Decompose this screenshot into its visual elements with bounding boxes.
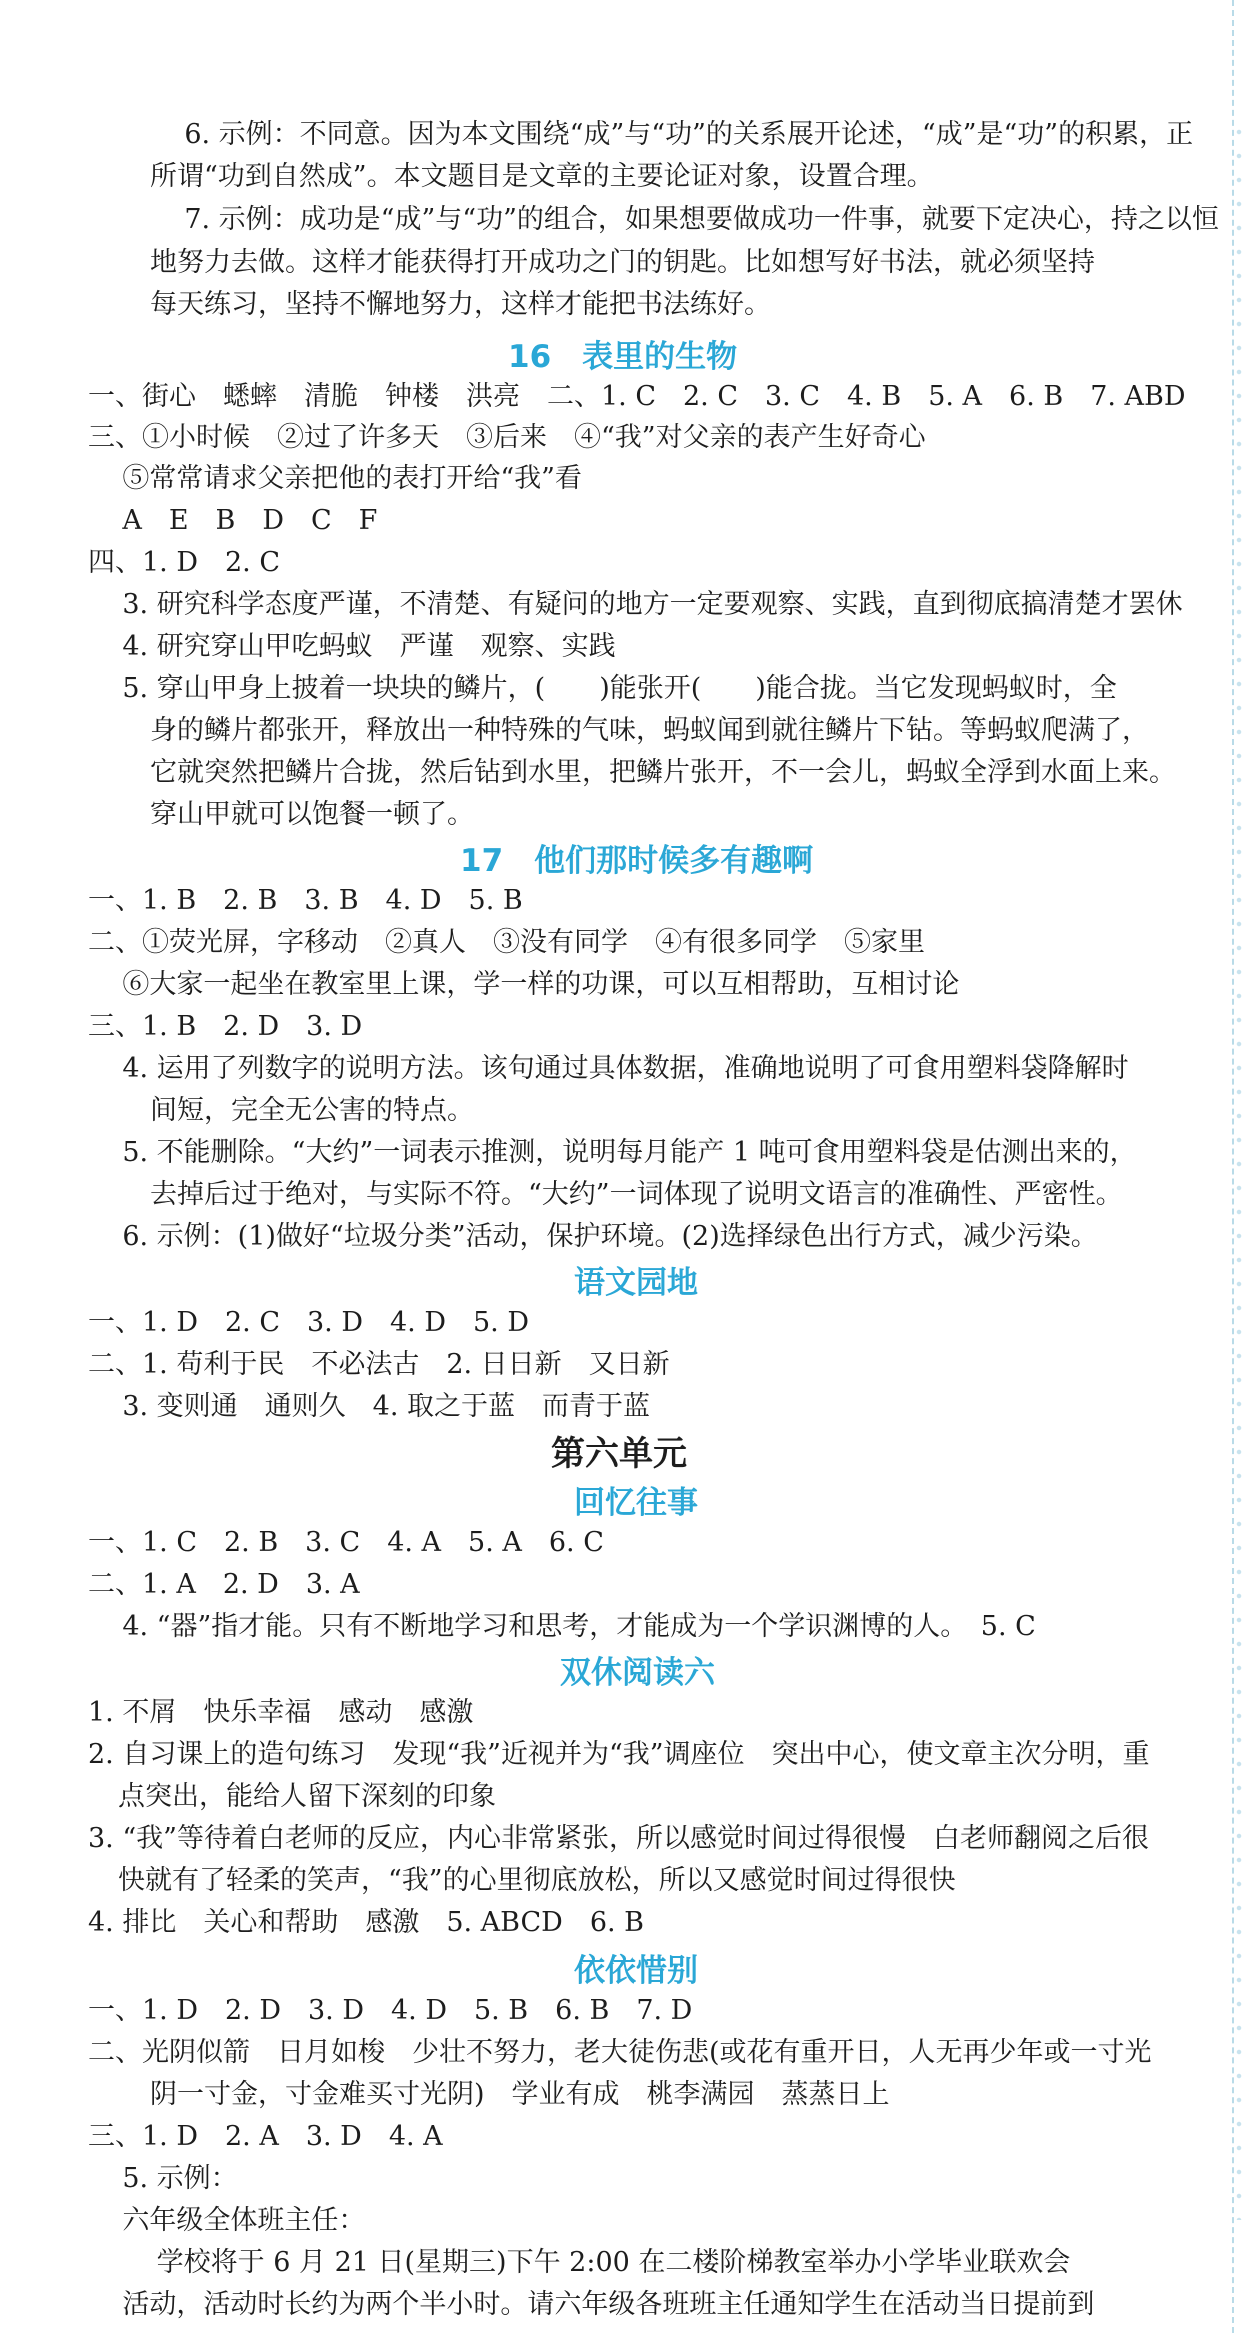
text-line: 一、街心 蟋蟀 清脆 钟楼 洪亮 二、1. C 2. C 3. C 4. B 5. A 6. B 7. ABD	[88, 381, 1186, 412]
section-heading: 依依惜别	[574, 1953, 698, 1989]
text-line: 去掉后过于绝对，与实际不符。“大约”一词体现了说明文语言的准确性、严密性。	[150, 1179, 1123, 1210]
text-line: 4. 研究穿山甲吃蚂蚁 严谨 观察、实践	[88, 631, 616, 662]
text-line: 4. 运用了列数字的说明方法。该句通过具体数据，准确地说明了可食用塑料袋降解时	[88, 1053, 1129, 1084]
text-line: A E B D C F	[88, 505, 378, 536]
text-line: 所谓“功到自然成”。本文题目是文章的主要论证对象，设置合理。	[150, 161, 934, 192]
text-line: 3. 研究科学态度严谨，不清楚、有疑问的地方一定要观察、实践，直到彻底搞清楚才罢休	[88, 589, 1183, 620]
section-heading: 双休阅读六	[560, 1655, 715, 1691]
text-line: 阴一寸金，寸金难买寸光阴) 学业有成 桃李满园 蒸蒸日上	[150, 2079, 890, 2110]
text-line: ⑥大家一起坐在教室里上课，学一样的功课，可以互相帮助，互相讨论	[88, 969, 960, 1000]
text-line: 5. 示例：	[88, 2163, 238, 2194]
text-line: 二、①荧光屏，字移动 ②真人 ③没有同学 ④有很多同学 ⑤家里	[88, 927, 925, 958]
text-line: 5. 不能删除。“大约”一词表示推测，说明每月能产 1 吨可食用塑料袋是估测出来的，	[88, 1137, 1137, 1168]
text-line: 一、1. D 2. C 3. D 4. D 5. D	[88, 1307, 529, 1338]
text-line: 5. 穿山甲身上披着一块块的鳞片，( )能张开( )能合拢。当它发现蚂蚁时，全	[88, 673, 1117, 704]
section-heading: 语文园地	[574, 1265, 698, 1301]
text-line: 三、1. B 2. D 3. D	[88, 1011, 363, 1042]
text-line: 活动，活动时长约为两个半小时。请六年级各班班主任通知学生在活动当日提前到	[88, 2289, 1095, 2320]
text-line: 一、1. D 2. D 3. D 4. D 5. B 6. B 7. D	[88, 1995, 693, 2026]
text-line: 二、光阴似箭 日月如梭 少壮不努力，老大徒伤悲(或花有重开日，人无再少年或一寸光	[88, 2037, 1152, 2068]
text-line: 3. “我”等待着白老师的反应，内心非常紧张，所以感觉时间过得很慢 白老师翻阅之后很	[88, 1823, 1149, 1854]
section-heading: 16 表里的生物	[508, 339, 738, 375]
text-line: 每天练习，坚持不懈地努力，这样才能把书法练好。	[150, 289, 771, 320]
text-line: 四、1. D 2. C	[88, 547, 280, 578]
text-line: 1. 不屑 快乐幸福 感动 感激	[88, 1697, 474, 1728]
text-line: ⑤常常请求父亲把他的表打开给“我”看	[88, 463, 582, 494]
text-line: 4. “器”指才能。只有不断地学习和思考，才能成为一个学识渊博的人。 5. C	[88, 1611, 1036, 1642]
text-line: 它就突然把鳞片合拢，然后钻到水里，把鳞片张开，不一会儿，蚂蚁全浮到水面上来。	[150, 757, 1176, 788]
text-line: 二、1. 苟利于民 不必法古 2. 日日新 又日新	[88, 1349, 670, 1380]
page-edge-dots	[1236, 120, 1242, 2220]
text-line: 6. 示例：不同意。因为本文围绕“成”与“功”的关系展开论述，“成”是“功”的积累，正	[150, 119, 1194, 150]
page-edge-line	[1232, 0, 1234, 2333]
text-line: 一、1. C 2. B 3. C 4. A 5. A 6. C	[88, 1527, 604, 1558]
text-line: 一、1. B 2. B 3. B 4. D 5. B	[88, 885, 523, 916]
section-heading: 回忆往事	[574, 1485, 698, 1521]
text-line: 二、1. A 2. D 3. A	[88, 1569, 360, 1600]
text-line: 7. 示例：成功是“成”与“功”的组合，如果想要做成功一件事，就要下定决心，持之以恒	[150, 204, 1219, 235]
text-line: 6. 示例：(1)做好“垃圾分类”活动，保护环境。(2)选择绿色出行方式，减少污染。	[88, 1221, 1098, 1252]
text-line: 三、1. D 2. A 3. D 4. A	[88, 2121, 443, 2152]
text-line: 学校将于 6 月 21 日(星期三)下午 2:00 在二楼阶梯教室举办小学毕业联欢会	[88, 2247, 1071, 2278]
text-line: 地努力去做。这样才能获得打开成功之门的钥匙。比如想写好书法，就必须坚持	[150, 247, 1095, 278]
unit-title: 第六单元	[551, 1434, 687, 1474]
text-line: 穿山甲就可以饱餐一顿了。	[150, 799, 474, 830]
text-line: 身的鳞片都张开，释放出一种特殊的气味，蚂蚁闻到就往鳞片下钻。等蚂蚁爬满了，	[150, 715, 1149, 746]
text-line: 2. 自习课上的造句练习 发现“我”近视并为“我”调座位 突出中心，使文章主次分明，重	[88, 1739, 1150, 1770]
text-line: 点突出，能给人留下深刻的印象	[118, 1781, 496, 1812]
text-line: 快就有了轻柔的笑声，“我”的心里彻底放松，所以又感觉时间过得很快	[118, 1865, 956, 1896]
text-line: 三、①小时候 ②过了许多天 ③后来 ④“我”对父亲的表产生好奇心	[88, 422, 926, 453]
text-line: 六年级全体班主任：	[88, 2205, 366, 2236]
section-heading: 17 他们那时候多有趣啊	[460, 843, 814, 879]
text-line: 3. 变则通 通则久 4. 取之于蓝 而青于蓝	[88, 1391, 651, 1422]
text-line: 4. 排比 关心和帮助 感激 5. ABCD 6. B	[88, 1907, 645, 1938]
text-line: 间短，完全无公害的特点。	[150, 1095, 474, 1126]
